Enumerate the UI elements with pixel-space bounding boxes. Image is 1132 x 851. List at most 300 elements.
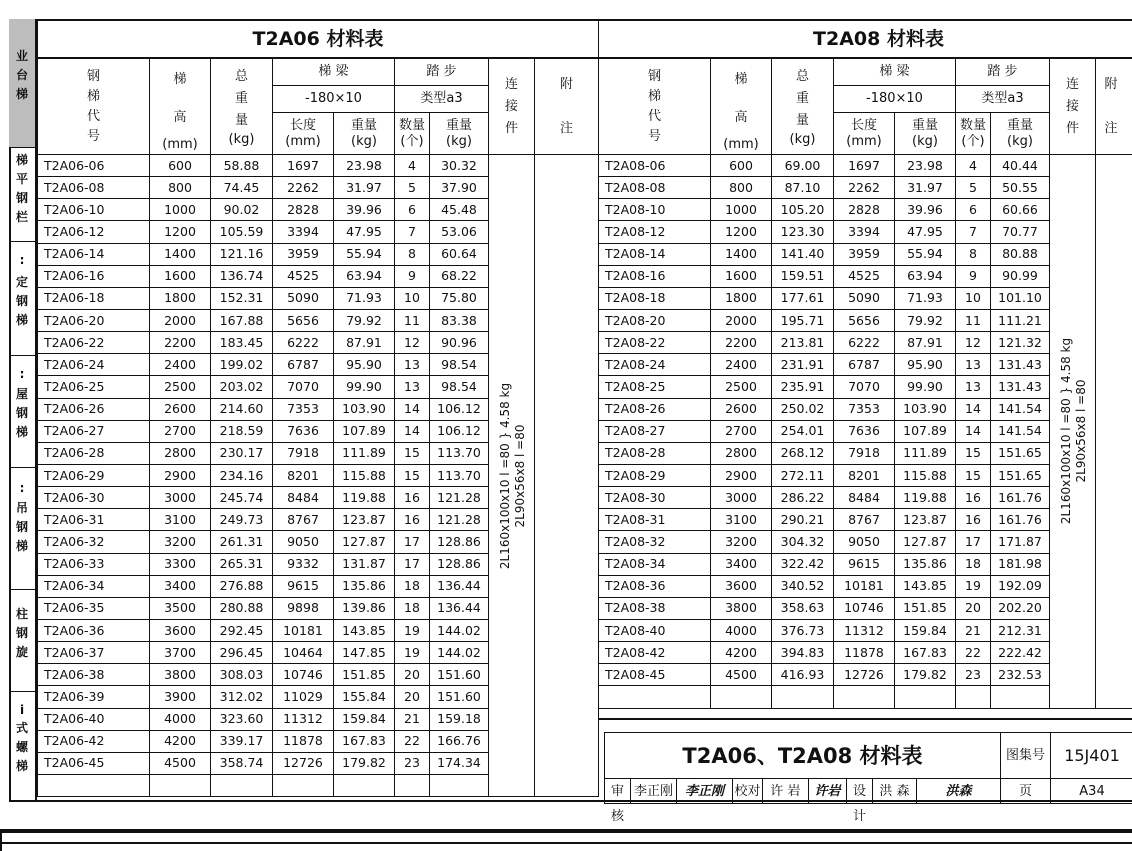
cell-beam-weight: 139.86	[334, 597, 395, 619]
cell-step-weight: 68.22	[430, 265, 489, 287]
cell-height: 2700	[711, 420, 772, 442]
cell-code: T2A08-34	[599, 553, 711, 575]
cell-beam-length: 4525	[834, 265, 895, 287]
cell-step-weight: 121.28	[430, 509, 489, 531]
cell-code: T2A06-29	[38, 464, 150, 486]
cell-step-count: 12	[395, 332, 430, 354]
cell-beam-length: 3394	[273, 221, 334, 243]
cell-height: 600	[711, 155, 772, 177]
cell-step-weight: 141.54	[991, 398, 1050, 420]
cell-beam-weight: 31.97	[334, 177, 395, 199]
cell-height: 800	[711, 177, 772, 199]
cell-step-weight: 161.76	[991, 487, 1050, 509]
cell-code: T2A08-16	[599, 265, 711, 287]
cell-step-count: 9	[956, 265, 991, 287]
cell-height: 3100	[150, 509, 211, 531]
cell-code: T2A08-30	[599, 487, 711, 509]
cell-code: T2A06-39	[38, 686, 150, 708]
cell-height: 2000	[150, 309, 211, 331]
cell-height: 2000	[711, 309, 772, 331]
cell-beam-weight: 63.94	[895, 265, 956, 287]
col-header-count: 数量 (个)	[956, 113, 991, 155]
side-separator	[9, 147, 35, 148]
cell-code: T2A06-24	[38, 354, 150, 376]
cell-height: 3300	[150, 553, 211, 575]
cell-total-weight: 183.45	[211, 332, 273, 354]
connector-spec: 2L160x100x10 l =80 } 4.58 kg	[497, 382, 512, 569]
cell-height: 3200	[711, 531, 772, 553]
cell-step-count: 18	[395, 597, 430, 619]
cell-height: 800	[150, 177, 211, 199]
cell-code: T2A08-31	[599, 509, 711, 531]
cell-height	[711, 686, 772, 708]
cell-step-count: 19	[395, 642, 430, 664]
cell-beam-weight: 115.88	[895, 464, 956, 486]
cell-beam-weight: 151.85	[334, 664, 395, 686]
cell-beam-weight: 103.90	[895, 398, 956, 420]
col-header-height: 梯高 (mm)	[711, 58, 772, 155]
cell-step-count: 13	[956, 354, 991, 376]
designer-name: 洪 森	[873, 779, 917, 804]
cell-total-weight: 265.31	[211, 553, 273, 575]
cell-step-weight: 144.02	[430, 619, 489, 641]
cell-code: T2A08-20	[599, 309, 711, 331]
cell-step-weight: 60.66	[991, 199, 1050, 221]
cell-beam-weight: 23.98	[334, 155, 395, 177]
cell-beam-weight: 47.95	[334, 221, 395, 243]
cell-step-weight: 128.86	[430, 531, 489, 553]
beam-spec: -180×10	[834, 86, 956, 113]
cell-step-count: 5	[956, 177, 991, 199]
note-cell	[1096, 155, 1132, 709]
cell-total-weight: 199.02	[211, 354, 273, 376]
cell-code: T2A08-14	[599, 243, 711, 265]
cell-total-weight: 261.31	[211, 531, 273, 553]
cell-step-weight: 98.54	[430, 376, 489, 398]
cell-beam-length: 8484	[834, 487, 895, 509]
cell-height: 1400	[711, 243, 772, 265]
reviewer-signature: 李正刚	[677, 779, 733, 804]
cell-step-count: 17	[395, 553, 430, 575]
cell-total-weight: 69.00	[772, 155, 834, 177]
cell-beam-weight: 155.84	[334, 686, 395, 708]
cell-beam-weight: 99.90	[334, 376, 395, 398]
cell-total-weight: 203.02	[211, 376, 273, 398]
cell-step-weight: 232.53	[991, 664, 1050, 686]
cell-step-weight: 90.99	[991, 265, 1050, 287]
col-header-step-weight: 重量 (kg)	[430, 113, 489, 155]
cell-beam-weight: 63.94	[334, 265, 395, 287]
connector-spec-2: 2L90x56x8 l =80	[512, 424, 527, 528]
cell-step-weight: 106.12	[430, 420, 489, 442]
cell-height: 3000	[150, 487, 211, 509]
cell-beam-length: 5090	[273, 287, 334, 309]
cell-beam-weight: 131.87	[334, 553, 395, 575]
cell-code: T2A08-28	[599, 442, 711, 464]
cell-beam-weight: 87.91	[334, 332, 395, 354]
cell-total-weight: 177.61	[772, 287, 834, 309]
cell-step-count: 22	[956, 642, 991, 664]
cell-code: T2A06-28	[38, 442, 150, 464]
cell-height: 2600	[150, 398, 211, 420]
cell-height: 3800	[711, 597, 772, 619]
side-item-mark: :	[19, 367, 25, 381]
cell-step-weight: 50.55	[991, 177, 1050, 199]
cell-step-count: 16	[956, 509, 991, 531]
cell-step-weight: 151.65	[991, 442, 1050, 464]
cell-height: 3700	[150, 642, 211, 664]
cell-step-count: 8	[395, 243, 430, 265]
cell-step-weight: 111.21	[991, 309, 1050, 331]
cell-beam-length: 9615	[834, 553, 895, 575]
cell-total-weight: 230.17	[211, 442, 273, 464]
cell-total-weight: 304.32	[772, 531, 834, 553]
cell-beam-length: 2828	[273, 199, 334, 221]
cell-step-count: 20	[956, 597, 991, 619]
cell-step-weight: 174.34	[430, 752, 489, 774]
cell-code: T2A06-33	[38, 553, 150, 575]
cell-height	[150, 774, 211, 796]
cell-total-weight: 312.02	[211, 686, 273, 708]
cell-total-weight: 218.59	[211, 420, 273, 442]
cell-total-weight: 323.60	[211, 708, 273, 730]
cell-height: 4200	[150, 730, 211, 752]
cell-code: T2A08-40	[599, 619, 711, 641]
unit: (mm)	[162, 136, 198, 152]
cell-beam-length: 6787	[273, 354, 334, 376]
cell-code: T2A06-08	[38, 177, 150, 199]
cell-beam-weight: 79.92	[895, 309, 956, 331]
cell-code: T2A06-18	[38, 287, 150, 309]
cell-code: T2A06-38	[38, 664, 150, 686]
cell-beam-weight: 119.88	[334, 487, 395, 509]
col-header-length: 长度 (mm)	[273, 113, 334, 155]
cell-step-count	[956, 686, 991, 708]
cell-step-count: 15	[956, 442, 991, 464]
side-index	[9, 19, 37, 802]
side-item-mark: i	[19, 703, 25, 717]
cell-code: T2A06-45	[38, 752, 150, 774]
cell-beam-weight: 95.90	[895, 354, 956, 376]
col-header-count: 数量 (个)	[395, 113, 430, 155]
cell-step-weight: 37.90	[430, 177, 489, 199]
cell-code: T2A08-42	[599, 642, 711, 664]
cell-step-weight: 83.38	[430, 309, 489, 331]
cell-beam-weight	[895, 686, 956, 708]
cell-beam-length: 12726	[273, 752, 334, 774]
cell-height: 1800	[711, 287, 772, 309]
cell-beam-weight: 87.91	[895, 332, 956, 354]
cell-step-count: 10	[395, 287, 430, 309]
cell-beam-length: 8767	[834, 509, 895, 531]
cell-step-weight: 151.60	[430, 686, 489, 708]
connector-spec-2: 2L90x56x8 l =80	[1073, 379, 1088, 483]
cell-beam-length: 7918	[834, 442, 895, 464]
cell-step-weight: 202.20	[991, 597, 1050, 619]
cell-beam-length: 10464	[273, 642, 334, 664]
side-item-fixed-ladder: 定钢梯	[15, 275, 28, 327]
cell-beam-length: 7070	[834, 376, 895, 398]
cell-total-weight	[211, 774, 273, 796]
cell-beam-length: 2262	[273, 177, 334, 199]
col-header-length: 长度 (mm)	[834, 113, 895, 155]
cell-step-count: 13	[395, 376, 430, 398]
cell-beam-weight: 135.86	[334, 575, 395, 597]
cell-beam-weight: 79.92	[334, 309, 395, 331]
col-header-note: 附注	[1096, 58, 1132, 155]
cell-height: 4500	[711, 664, 772, 686]
cell-step-weight: 151.60	[430, 664, 489, 686]
cell-beam-length: 7636	[834, 420, 895, 442]
cell-beam-length: 3959	[273, 243, 334, 265]
cell-beam-length	[273, 774, 334, 796]
cell-beam-weight: 123.87	[895, 509, 956, 531]
cell-height: 4000	[711, 619, 772, 641]
cell-step-count: 10	[956, 287, 991, 309]
cell-beam-weight: 151.85	[895, 597, 956, 619]
cell-total-weight: 123.30	[772, 221, 834, 243]
cell-step-weight: 159.18	[430, 708, 489, 730]
cell-total-weight: 234.16	[211, 464, 273, 486]
cell-total-weight: 286.22	[772, 487, 834, 509]
cell-step-count: 9	[395, 265, 430, 287]
cell-height: 3800	[150, 664, 211, 686]
cell-step-weight: 90.96	[430, 332, 489, 354]
check-label: 校对	[733, 779, 763, 804]
cell-beam-weight: 143.85	[334, 619, 395, 641]
cell-code: T2A06-40	[38, 708, 150, 730]
cell-code: T2A06-42	[38, 730, 150, 752]
cell-total-weight: 195.71	[772, 309, 834, 331]
cell-step-count: 11	[956, 309, 991, 331]
cell-total-weight: 376.73	[772, 619, 834, 641]
cell-beam-weight: 55.94	[895, 243, 956, 265]
side-item-platform: 业台梯	[15, 49, 28, 101]
unit: (kg)	[228, 131, 255, 147]
cell-total-weight: 105.20	[772, 199, 834, 221]
cell-beam-length: 3394	[834, 221, 895, 243]
col-header-total: 总重量 (kg)	[211, 58, 273, 155]
col-header-step: 踏 步	[956, 58, 1050, 86]
cell-beam-length: 2828	[834, 199, 895, 221]
cell-height: 2800	[150, 442, 211, 464]
cell-step-weight: 192.09	[991, 575, 1050, 597]
cell-height: 3000	[711, 487, 772, 509]
cell-height: 2600	[711, 398, 772, 420]
cell-step-count: 15	[395, 442, 430, 464]
cell-height: 4200	[711, 642, 772, 664]
cell-code: T2A06-20	[38, 309, 150, 331]
cell-code: T2A08-38	[599, 597, 711, 619]
cell-total-weight: 90.02	[211, 199, 273, 221]
cell-beam-length: 6222	[834, 332, 895, 354]
cell-step-weight: 30.32	[430, 155, 489, 177]
cell-height: 3100	[711, 509, 772, 531]
cell-code: T2A06-12	[38, 221, 150, 243]
cell-code: T2A06-16	[38, 265, 150, 287]
cell-code: T2A08-08	[599, 177, 711, 199]
cell-total-weight	[772, 686, 834, 708]
cell-height: 1800	[150, 287, 211, 309]
cell-beam-weight: 39.96	[334, 199, 395, 221]
cell-code: T2A08-25	[599, 376, 711, 398]
cell-total-weight: 141.40	[772, 243, 834, 265]
cell-code: T2A08-29	[599, 464, 711, 486]
side-item-mark: :	[19, 481, 25, 495]
cell-beam-length: 11878	[834, 642, 895, 664]
cell-beam-weight: 107.89	[895, 420, 956, 442]
cell-total-weight: 74.45	[211, 177, 273, 199]
cell-step-count: 17	[395, 531, 430, 553]
cell-total-weight: 87.10	[772, 177, 834, 199]
cell-total-weight: 213.81	[772, 332, 834, 354]
cell-height: 2900	[711, 464, 772, 486]
col-header-weight: 重量 (kg)	[334, 113, 395, 155]
cell-beam-weight: 31.97	[895, 177, 956, 199]
cell-step-count: 19	[395, 619, 430, 641]
col-header-conn: 连接件	[1050, 58, 1096, 155]
cell-code: T2A06-14	[38, 243, 150, 265]
t2a08-material-table	[598, 19, 1132, 709]
cell-step-weight: 136.44	[430, 575, 489, 597]
cell-step-weight: 121.28	[430, 487, 489, 509]
cell-code: T2A08-26	[599, 398, 711, 420]
cell-code: T2A06-25	[38, 376, 150, 398]
side-item-column-spiral: 柱钢旋	[15, 607, 28, 659]
cell-beam-length: 7070	[273, 376, 334, 398]
cell-height: 3600	[711, 575, 772, 597]
cell-beam-length: 6787	[834, 354, 895, 376]
cell-height: 2400	[150, 354, 211, 376]
cell-beam-length: 9332	[273, 553, 334, 575]
cell-total-weight: 339.17	[211, 730, 273, 752]
cell-step-count: 7	[395, 221, 430, 243]
cell-beam-length: 7353	[273, 398, 334, 420]
cell-beam-length: 3959	[834, 243, 895, 265]
cell-step-weight: 101.10	[991, 287, 1050, 309]
col-header-beam: 梯 梁	[834, 58, 956, 86]
cell-beam-length	[834, 686, 895, 708]
cell-beam-length: 10181	[834, 575, 895, 597]
cell-step-weight: 151.65	[991, 464, 1050, 486]
signature-row	[605, 779, 1132, 824]
cell-beam-weight: 135.86	[895, 553, 956, 575]
cell-beam-length: 9050	[834, 531, 895, 553]
cell-step-count: 15	[395, 464, 430, 486]
cell-beam-length: 5656	[834, 309, 895, 331]
cell-total-weight: 416.93	[772, 664, 834, 686]
step-type: 类型a3	[395, 86, 489, 113]
cell-step-weight: 131.43	[991, 354, 1050, 376]
cell-step-weight: 106.12	[430, 398, 489, 420]
cell-beam-length: 1697	[834, 155, 895, 177]
cell-total-weight: 272.11	[772, 464, 834, 486]
cell-code: T2A08-45	[599, 664, 711, 686]
cell-beam-weight: 55.94	[334, 243, 395, 265]
cell-total-weight: 308.03	[211, 664, 273, 686]
cell-step-count: 14	[956, 398, 991, 420]
cell-height: 1200	[150, 221, 211, 243]
cell-code: T2A06-35	[38, 597, 150, 619]
cell-step-weight: 181.98	[991, 553, 1050, 575]
cell-step-count: 6	[956, 199, 991, 221]
side-separator	[9, 691, 35, 692]
note-cell	[535, 155, 599, 797]
cell-beam-length: 11878	[273, 730, 334, 752]
cell-step-weight: 70.77	[991, 221, 1050, 243]
connector-cell	[1050, 155, 1096, 709]
table-row	[38, 155, 599, 177]
cell-beam-weight	[334, 774, 395, 796]
cell-beam-length: 5656	[273, 309, 334, 331]
title-block	[598, 718, 1132, 824]
cell-step-weight: 121.32	[991, 332, 1050, 354]
review-label: 审核	[605, 779, 631, 804]
cell-height: 1400	[150, 243, 211, 265]
col-header-beam: 梯 梁	[273, 58, 395, 86]
cell-code: T2A06-27	[38, 420, 150, 442]
side-item-spiral-ladder: 式螺梯	[15, 721, 28, 773]
cell-beam-weight: 103.90	[334, 398, 395, 420]
cell-code: T2A06-26	[38, 398, 150, 420]
connector-cell	[489, 155, 535, 797]
cell-beam-length: 12726	[834, 664, 895, 686]
col-header-code: 钢梯代号	[599, 58, 711, 155]
cell-step-count: 11	[395, 309, 430, 331]
cell-beam-length: 11312	[834, 619, 895, 641]
cell-total-weight: 152.31	[211, 287, 273, 309]
cell-beam-weight: 95.90	[334, 354, 395, 376]
side-separator	[9, 355, 35, 356]
cell-total-weight: 254.01	[772, 420, 834, 442]
cell-total-weight: 276.88	[211, 575, 273, 597]
cell-height: 2800	[711, 442, 772, 464]
cell-height: 3200	[150, 531, 211, 553]
cell-step-count: 18	[956, 553, 991, 575]
cell-beam-weight: 159.84	[334, 708, 395, 730]
cell-step-count: 16	[395, 509, 430, 531]
cell-beam-weight: 23.98	[895, 155, 956, 177]
cell-step-count: 16	[395, 487, 430, 509]
cell-step-weight: 40.44	[991, 155, 1050, 177]
side-separator	[9, 241, 35, 242]
cell-beam-length: 1697	[273, 155, 334, 177]
bottom-border-left	[0, 830, 2, 851]
cell-height: 3500	[150, 597, 211, 619]
cell-step-weight: 131.43	[991, 376, 1050, 398]
cell-beam-length: 7353	[834, 398, 895, 420]
cell-code: T2A06-10	[38, 199, 150, 221]
cell-total-weight: 394.83	[772, 642, 834, 664]
cell-beam-weight: 127.87	[895, 531, 956, 553]
cell-step-weight: 136.44	[430, 597, 489, 619]
cell-beam-weight: 111.89	[895, 442, 956, 464]
cell-code: T2A08-10	[599, 199, 711, 221]
step-type: 类型a3	[956, 86, 1050, 113]
cell-beam-length: 6222	[273, 332, 334, 354]
cell-step-count: 13	[956, 376, 991, 398]
cell-height: 2200	[711, 332, 772, 354]
col-header-height: 梯高 (mm)	[150, 58, 211, 155]
table-title: T2A06 材料表	[38, 20, 599, 59]
cell-beam-weight: 147.85	[334, 642, 395, 664]
bottom-border	[0, 829, 1132, 833]
cell-height: 3400	[711, 553, 772, 575]
cell-step-weight: 113.70	[430, 442, 489, 464]
cell-step-weight: 75.80	[430, 287, 489, 309]
side-item-mark: :	[19, 253, 25, 267]
cell-step-count: 17	[956, 531, 991, 553]
